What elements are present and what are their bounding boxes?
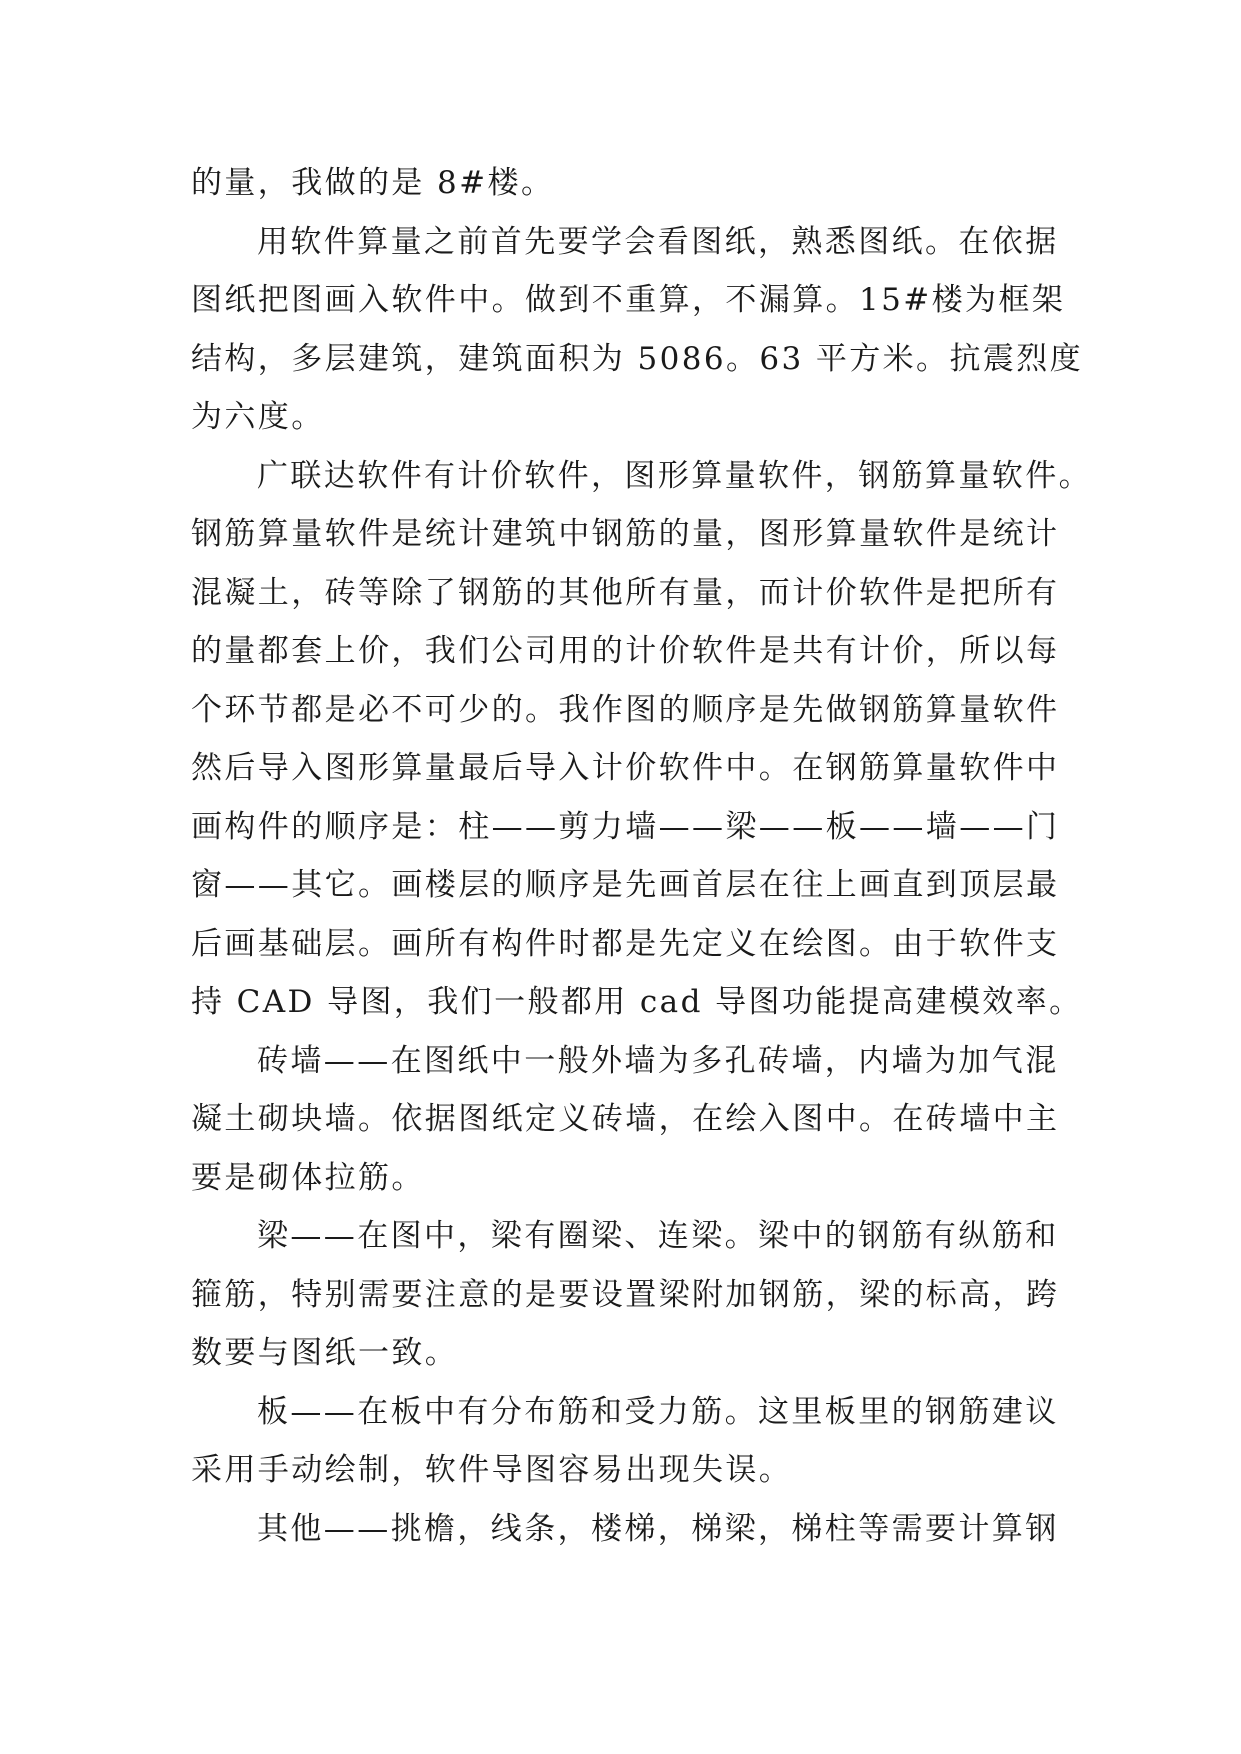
text-line: 箍筋，特别需要注意的是要设置梁附加钢筋，梁的标高，跨 [191, 1276, 1060, 1313]
text-line: 数要与图纸一致。 [191, 1335, 459, 1371]
text-line: 持 CAD 导图，我们一般都用 cad 导图功能提高建模效率。 [191, 984, 1083, 1020]
text-line: 钢筋算量软件是统计建筑中钢筋的量，图形算量软件是统计 [191, 516, 1060, 552]
text-line: 凝土砌块墙。依据图纸定义砖墙，在绘入图中。在砖墙中主 [191, 1101, 1060, 1137]
text-line: 的量都套上价，我们公司用的计价软件是共有计价，所以每 [191, 633, 1060, 669]
text-line: 后画基础层。画所有构件时都是先定义在绘图。由于软件支 [191, 925, 1060, 962]
text-line: 画构件的顺序是：柱——剪力墙——梁——板——墙——门 [191, 808, 1060, 845]
text-line: 窗——其它。画楼层的顺序是先画首层在往上画直到顶层最 [191, 867, 1060, 903]
text-line: 砖墙——在图纸中一般外墙为多孔砖墙，内墙为加气混 [257, 1042, 1059, 1079]
text-line: 混凝土，砖等除了钢筋的其他所有量，而计价软件是把所有 [191, 574, 1060, 611]
text-line: 为六度。 [191, 399, 325, 435]
text-line: 的量，我做的是 8#楼。 [191, 165, 555, 201]
text-line: 图纸把图画入软件中。做到不重算，不漏算。15#楼为框架 [191, 282, 1066, 318]
text-line: 要是砌体拉筋。 [191, 1159, 425, 1196]
text-line: 广联达软件有计价软件，图形算量软件，钢筋算量软件。 [257, 457, 1092, 494]
body-text [191, 154, 1092, 1558]
text-line: 梁——在图中，梁有圈梁、连梁。梁中的钢筋有纵筋和 [257, 1218, 1059, 1254]
text-line: 其他——挑檐，线条，楼梯，梯梁，梯柱等需要计算钢 [257, 1510, 1059, 1547]
text-line: 个环节都是必不可少的。我作图的顺序是先做钢筋算量软件 [191, 691, 1060, 728]
text-line: 结构，多层建筑，建筑面积为 5086。63 平方米。抗震烈度 [191, 340, 1084, 377]
text-line: 板——在板中有分布筋和受力筋。这里板里的钢筋建议 [257, 1393, 1059, 1430]
text-line: 采用手动绘制，软件导图容易出现失误。 [191, 1452, 793, 1488]
text-line: 用软件算量之前首先要学会看图纸，熟悉图纸。在依据 [257, 223, 1059, 260]
text-line: 然后导入图形算量最后导入计价软件中。在钢筋算量软件中 [191, 750, 1060, 786]
